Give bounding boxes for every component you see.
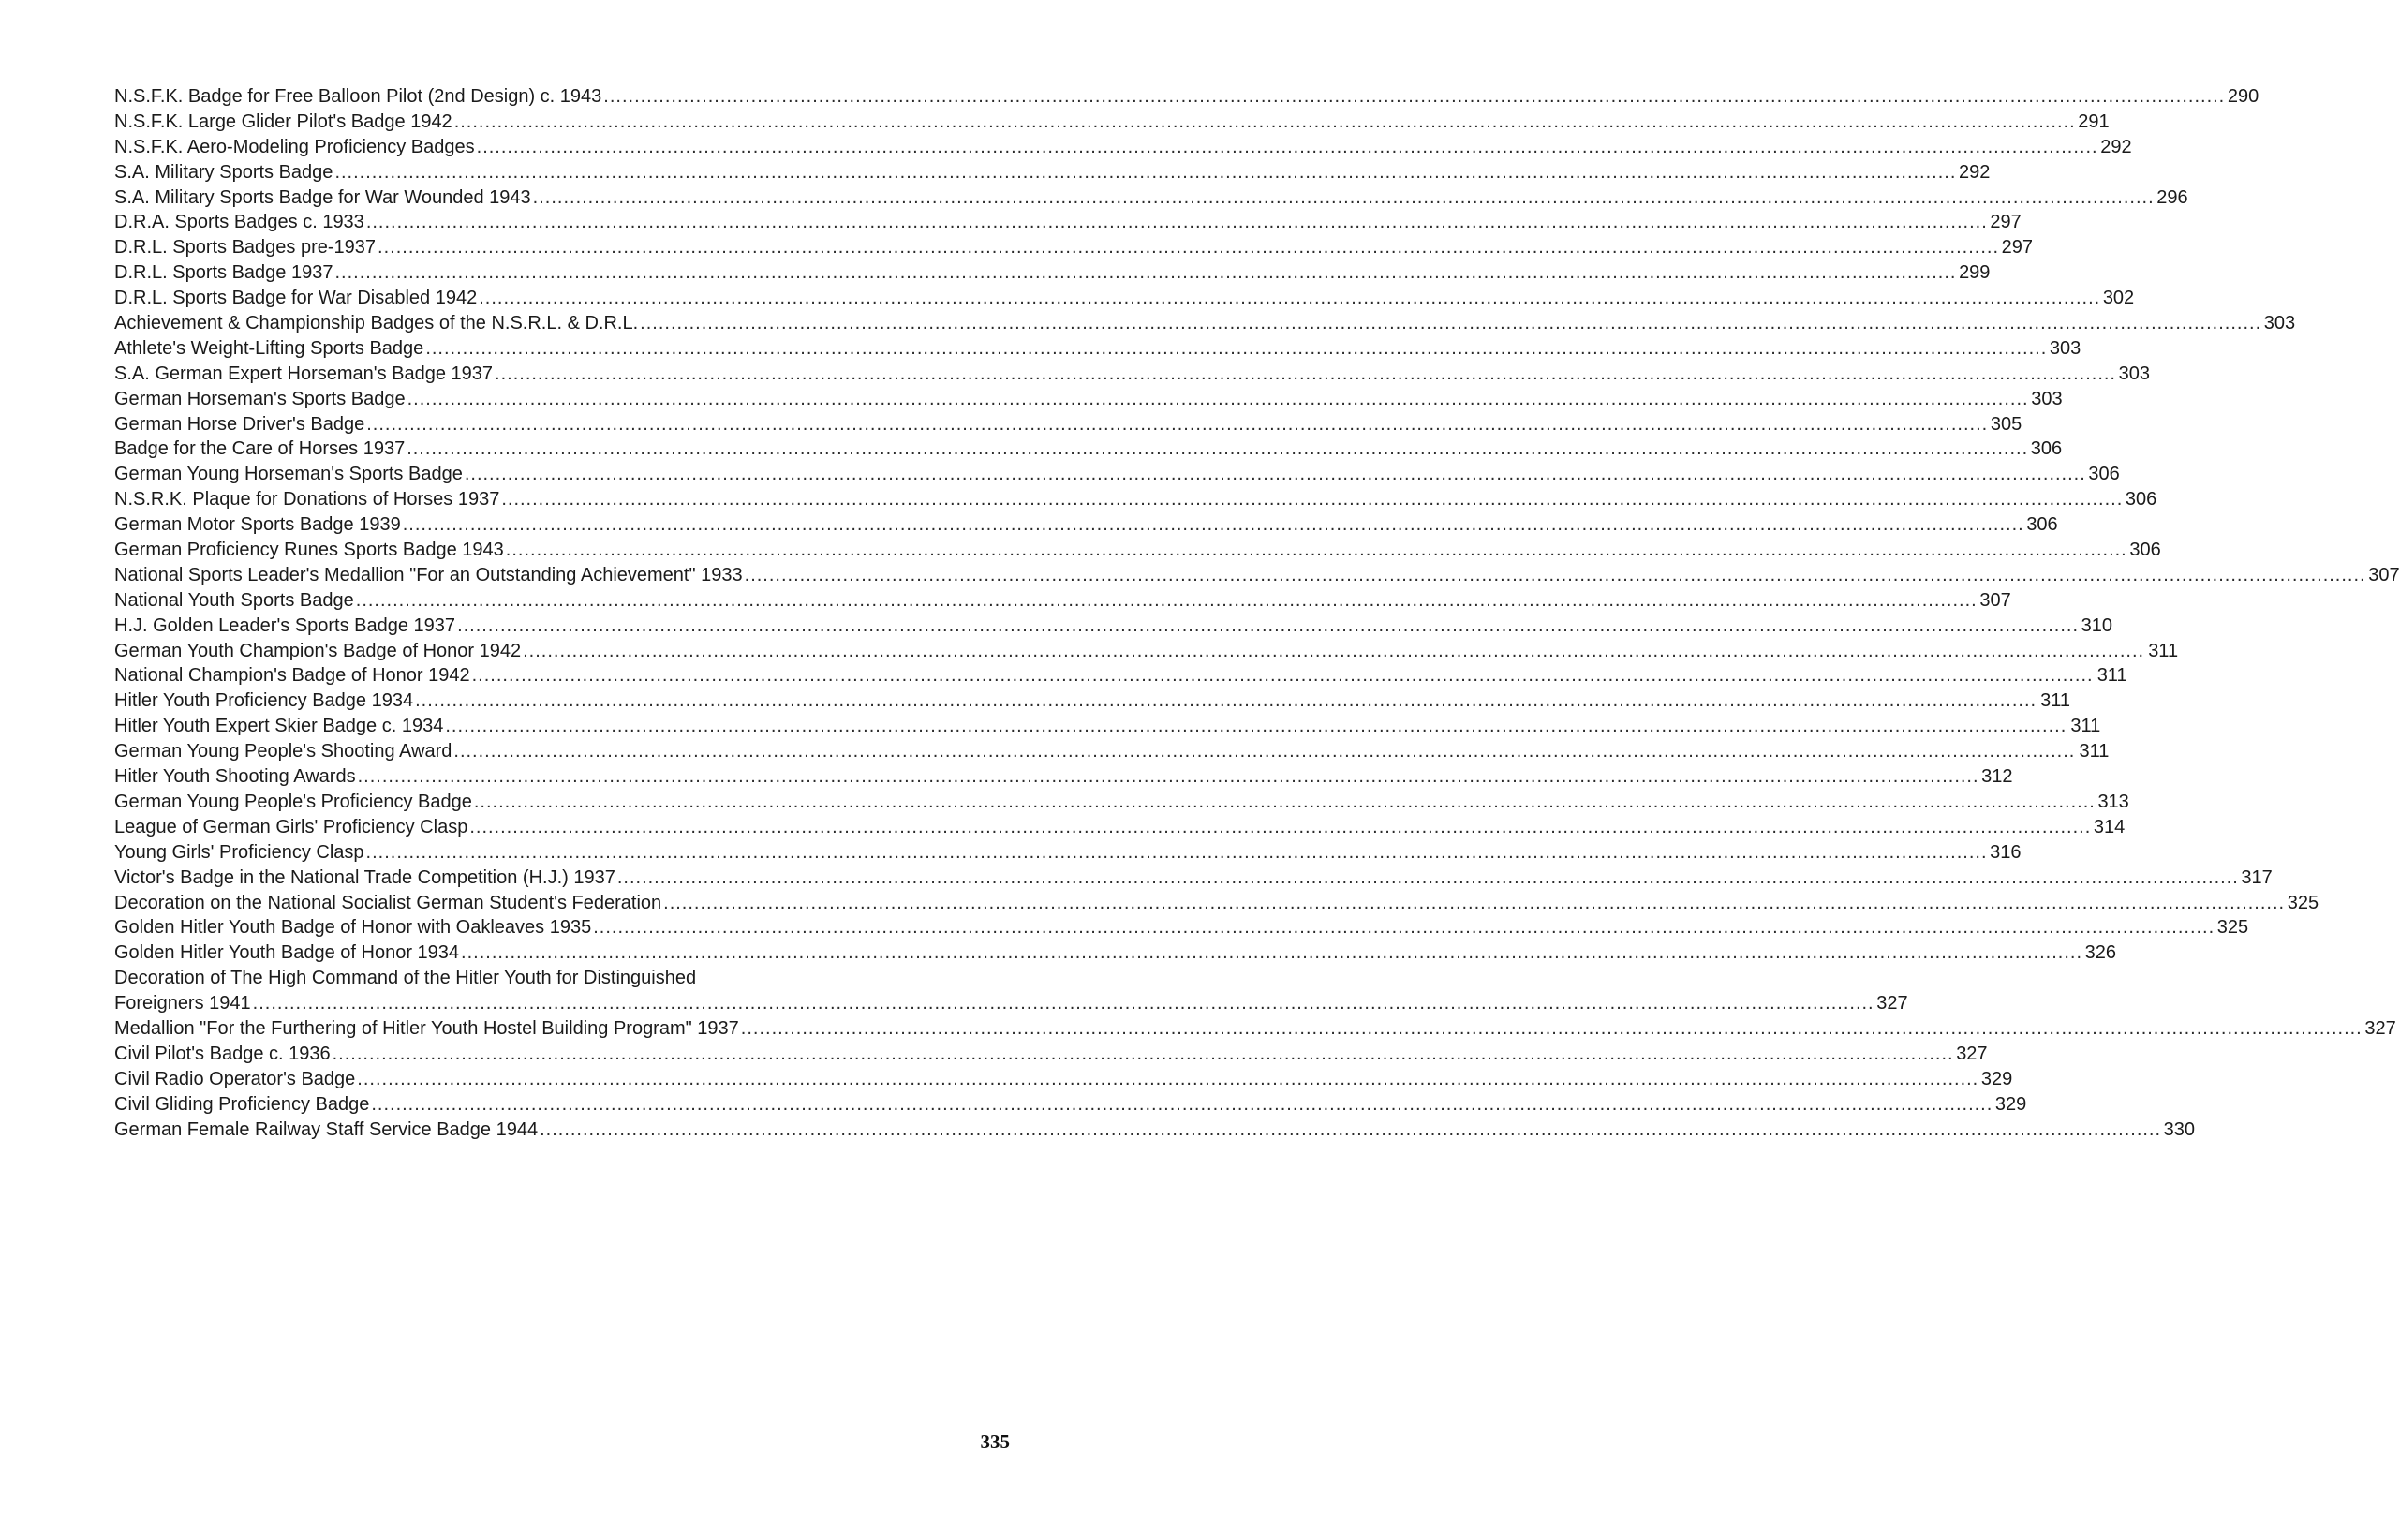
- toc-entry-page: 303: [2049, 337, 2081, 359]
- toc-entries-after: [114, 1016, 2396, 1142]
- toc-entry-page: 305: [1990, 413, 2022, 435]
- toc-entry-page: 313: [2097, 791, 2129, 812]
- dot-leader: [333, 1042, 1954, 1067]
- toc-entry-title: German Youth Champion's Badge of Honor 1942: [114, 640, 522, 661]
- toc-entry: [114, 1067, 2013, 1092]
- toc-entry: [114, 362, 2150, 387]
- toc-entry-title: Golden Hitler Youth Badge of Honor 1934: [114, 942, 460, 964]
- dot-leader: [357, 1067, 1978, 1092]
- dot-leader: [415, 689, 2037, 714]
- table-of-contents: [114, 84, 2400, 1142]
- toc-entry: [114, 940, 2116, 966]
- dot-leader: [425, 336, 2047, 362]
- toc-entry-title: National Youth Sports Badge: [114, 589, 354, 611]
- toc-entry-page: 303: [2263, 313, 2296, 334]
- toc-entry-page: 297: [1990, 212, 2022, 233]
- dot-leader: [469, 815, 2091, 840]
- toc-entry: [114, 210, 2022, 235]
- dot-leader: [445, 714, 2067, 739]
- toc-entry: [114, 437, 2063, 462]
- toc-entry-title: Civil Radio Operator's Badge: [114, 1068, 356, 1089]
- dot-leader: [593, 915, 2215, 940]
- toc-entry-page: 306: [2026, 514, 2058, 536]
- dot-leader: [472, 663, 2094, 689]
- toc-entry-title: Badge for the Care of Horses 1937: [114, 438, 406, 460]
- toc-entry-title: German Young People's Shooting Award: [114, 741, 452, 763]
- toc-entry: [114, 815, 2126, 840]
- toc-entry-page: 327: [1876, 993, 1908, 1014]
- toc-entry-page: 325: [2216, 917, 2249, 939]
- toc-entry: [114, 260, 1991, 286]
- toc-entry-page: 327: [2364, 1017, 2396, 1039]
- toc-entry-page: 330: [2163, 1118, 2196, 1140]
- toc-entry-title: Athlete's Weight-Lifting Sports Badge: [114, 337, 424, 359]
- toc-entry-title: German Female Railway Staff Service Badge 1944: [114, 1118, 539, 1140]
- dot-leader: [741, 1016, 2363, 1042]
- dot-leader: [366, 412, 1988, 437]
- toc-entry-page: 296: [2156, 186, 2188, 208]
- toc-entry: [114, 311, 2296, 336]
- toc-entry-page: 306: [2125, 489, 2157, 511]
- dot-leader: [334, 160, 1956, 185]
- toc-entry: [114, 866, 2273, 891]
- toc-entry-page: 312: [1981, 766, 2013, 788]
- toc-entry: [114, 739, 2110, 764]
- toc-entry-page: 306: [2088, 464, 2120, 485]
- toc-entry: [114, 336, 2081, 362]
- dot-leader: [603, 84, 2225, 110]
- dot-leader: [479, 286, 2100, 311]
- toc-entry: [114, 512, 2058, 538]
- toc-entry-title: N.S.R.K. Plaque for Donations of Horses 1937: [114, 489, 500, 511]
- toc-entry-title: D.R.A. Sports Badges c. 1933: [114, 212, 364, 233]
- toc-entry-title: Hitler Youth Expert Skier Badge c. 1934: [114, 716, 444, 737]
- toc-entry-page: 292: [2100, 136, 2132, 157]
- toc-entry-title: Hitler Youth Proficiency Badge 1934: [114, 690, 414, 712]
- toc-entry-page: 327: [1956, 1043, 1988, 1064]
- toc-entry-title: Golden Hitler Youth Badge of Honor with Oakleaves 1935: [114, 917, 592, 939]
- dot-leader: [378, 235, 1999, 260]
- toc-entry: [114, 563, 2400, 588]
- toc-entry-title: N.S.F.K. Badge for Free Balloon Pilot (2nd Design) c. 1943: [114, 86, 602, 107]
- dot-leader: [474, 790, 2096, 815]
- toc-entry-title: German Young Horseman's Sports Badge: [114, 464, 463, 485]
- toc-entry: [114, 1042, 1988, 1067]
- toc-entry-page: 292: [1959, 161, 1991, 183]
- toc-entry-page: 307: [1979, 589, 2011, 611]
- toc-entry: [114, 714, 2101, 739]
- toc-entry-page: 303: [2031, 388, 2063, 409]
- toc-entry-multiline: [114, 966, 1908, 1016]
- dot-leader: [477, 135, 2098, 160]
- toc-entry-page: 303: [2118, 363, 2150, 384]
- toc-entry: [114, 286, 2135, 311]
- toc-entry-page: 299: [1959, 262, 1991, 284]
- toc-entry-title: Medallion "For the Furthering of Hitler Youth Hostel Building Program" 1937: [114, 1017, 739, 1039]
- toc-entry-page: 311: [2148, 640, 2179, 661]
- toc-entry-title: H.J. Golden Leader's Sports Badge 1937: [114, 615, 456, 636]
- dot-leader: [501, 487, 2123, 512]
- toc-entry-title: D.R.L. Sports Badges pre-1937: [114, 237, 377, 259]
- dot-leader: [334, 260, 1956, 286]
- toc-entry: [114, 1092, 2027, 1118]
- toc-entry-title: National Sports Leader's Medallion "For an Outstanding Achievement" 1933: [114, 564, 743, 585]
- dot-leader: [356, 588, 1978, 614]
- toc-entry-title: Victor's Badge in the National Trade Competition (H.J.) 1937: [114, 866, 615, 888]
- dot-leader: [523, 639, 2144, 664]
- toc-entry: [114, 689, 2071, 714]
- toc-entry: [114, 639, 2179, 664]
- toc-entry: [114, 614, 2113, 639]
- toc-entry-page: 326: [2084, 942, 2116, 964]
- toc-entry: [114, 1118, 2196, 1143]
- toc-entry-title: Decoration on the National Socialist German Student's Federation: [114, 892, 662, 913]
- dot-leader: [540, 1118, 2161, 1143]
- page-number: 335: [980, 1430, 1010, 1453]
- toc-entry-page: 329: [1994, 1093, 2027, 1115]
- toc-entry-page: 311: [2070, 716, 2101, 737]
- toc-entries: [114, 84, 2400, 966]
- toc-entry: [114, 235, 2033, 260]
- toc-entry-title: National Champion's Badge of Honor 1942: [114, 665, 470, 687]
- toc-entry-title-line-2: Foreigners 1941: [114, 993, 251, 1014]
- toc-entry: [114, 84, 2259, 110]
- toc-entry-title: N.S.F.K. Large Glider Pilot's Badge 1942: [114, 111, 452, 132]
- dot-leader: [453, 739, 2075, 764]
- toc-entry: [114, 790, 2129, 815]
- dot-leader: [454, 110, 2076, 135]
- toc-entry-title: German Horseman's Sports Badge: [114, 388, 406, 409]
- toc-entry-title: S.A. Military Sports Badge: [114, 161, 333, 183]
- toc-entry-page: 311: [2079, 741, 2110, 763]
- toc-entry: [114, 487, 2157, 512]
- dot-leader: [457, 614, 2079, 639]
- toc-entry-title: Young Girls' Proficiency Clasp: [114, 841, 364, 863]
- toc-entry: [114, 891, 2319, 916]
- toc-entry: [114, 185, 2188, 211]
- toc-entry: [114, 387, 2063, 412]
- toc-entry-page: 306: [2030, 438, 2063, 460]
- dot-leader: [366, 840, 1988, 866]
- toc-entry-title: German Proficiency Runes Sports Badge 1943: [114, 540, 504, 561]
- toc-entry: [114, 412, 2022, 437]
- toc-entry-page: 316: [1990, 841, 2022, 863]
- dot-leader: [461, 940, 2082, 966]
- toc-entry: [114, 663, 2127, 689]
- toc-entry-page: 317: [2241, 866, 2273, 888]
- dot-leader: [407, 437, 2028, 462]
- toc-entry-page: 306: [2129, 540, 2161, 561]
- dot-leader: [495, 362, 2116, 387]
- toc-entry-title-line-1: Decoration of The High Command of the Hitler Youth for Distinguished: [114, 968, 697, 989]
- toc-entry: [114, 915, 2249, 940]
- toc-entry: [114, 764, 2013, 790]
- dot-leader: [506, 538, 2127, 563]
- toc-entry: [114, 1016, 2396, 1042]
- toc-entry-line-2: [114, 991, 1908, 1016]
- toc-entry: [114, 840, 2022, 866]
- toc-entry: [114, 588, 2011, 614]
- toc-entry-page: 310: [2081, 615, 2113, 636]
- dot-leader: [366, 210, 1988, 235]
- toc-entry-page: 325: [2287, 892, 2319, 913]
- toc-entry: [114, 110, 2110, 135]
- toc-entry-title: D.R.L. Sports Badge for War Disabled 1942: [114, 288, 478, 309]
- toc-entry-title: S.A. Military Sports Badge for War Wounded 1943: [114, 186, 531, 208]
- toc-entry-page: 290: [2227, 86, 2259, 107]
- toc-entry-title: D.R.L. Sports Badge 1937: [114, 262, 333, 284]
- dot-leader: [407, 387, 2029, 412]
- toc-entry-page: 314: [2093, 816, 2126, 837]
- dot-leader: [533, 185, 2155, 211]
- toc-entry-page: 311: [2040, 690, 2071, 712]
- toc-entry-title: Achievement & Championship Badges of the N.S.R.L. & D.R.L.: [114, 313, 639, 334]
- dot-leader: [403, 512, 2024, 538]
- toc-entry-title: Hitler Youth Shooting Awards: [114, 766, 356, 788]
- dot-leader: [663, 891, 2285, 916]
- toc-entry-page: 307: [2368, 564, 2400, 585]
- toc-entry-page: 311: [2096, 665, 2127, 687]
- toc-entry-page: 302: [2102, 288, 2135, 309]
- toc-entry: [114, 538, 2161, 563]
- toc-entry-title: German Motor Sports Badge 1939: [114, 514, 401, 536]
- dot-leader: [371, 1092, 1993, 1118]
- dot-leader: [617, 866, 2239, 891]
- toc-entry-page: 291: [2078, 111, 2110, 132]
- toc-entry-title: German Young People's Proficiency Badge: [114, 791, 472, 812]
- toc-entry-title: League of German Girls' Proficiency Clasp: [114, 816, 468, 837]
- dot-leader: [358, 764, 1979, 790]
- toc-entry-title: N.S.F.K. Aero-Modeling Proficiency Badges: [114, 136, 475, 157]
- toc-entry-title: S.A. German Expert Horseman's Badge 1937: [114, 363, 494, 384]
- toc-entry-title: Civil Gliding Proficiency Badge: [114, 1093, 370, 1115]
- dot-leader: [640, 311, 2261, 336]
- dot-leader: [253, 991, 1874, 1016]
- toc-entry-page: 329: [1980, 1068, 2013, 1089]
- dot-leader: [745, 563, 2366, 588]
- toc-entry: [114, 462, 2120, 487]
- dot-leader: [465, 462, 2086, 487]
- toc-entry: [114, 135, 2132, 160]
- toc-entry: [114, 160, 1991, 185]
- toc-entry-title: Civil Pilot's Badge c. 1936: [114, 1043, 331, 1064]
- toc-entry-page: 297: [2001, 237, 2033, 259]
- toc-entry-title: German Horse Driver's Badge: [114, 413, 365, 435]
